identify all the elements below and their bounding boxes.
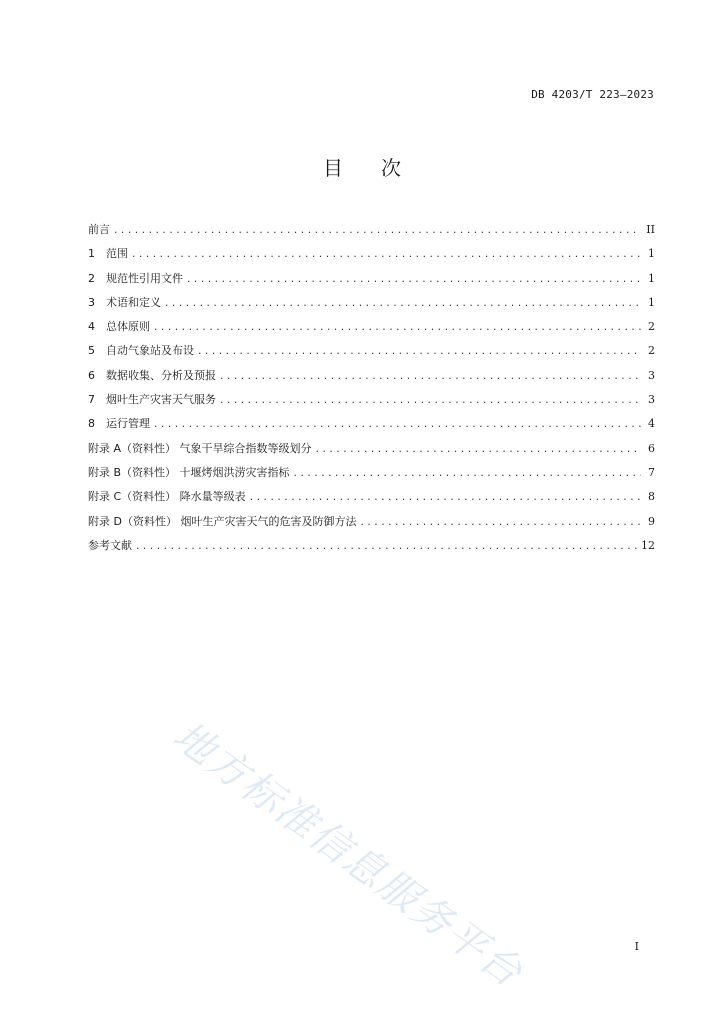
toc-entry-label: 范围 [106,247,128,261]
toc-entry-page: II [646,223,655,236]
toc-entry-appendix-a[interactable] [88,437,655,461]
toc-entry-page: 3 [648,368,655,382]
toc-entry-scope[interactable] [88,242,655,266]
toc-entry-label: 术语和定义 [106,295,161,309]
toc-entry-page: 8 [648,490,655,504]
toc-entry-page: 1 [648,295,655,309]
toc-entry-label: 参考文献 [88,538,132,552]
toc-entry-number: 5 [88,344,95,358]
page-number: I [634,940,639,953]
toc-entry-terms-definitions[interactable] [88,291,655,315]
toc-entry-data-collection[interactable] [88,364,655,388]
toc-entry-page: 9 [648,514,655,528]
toc-entry-number: 8 [88,417,95,431]
toc-entry-page: 2 [648,320,655,334]
toc-entry-general-principles[interactable] [88,315,655,339]
toc-entry-number: 3 [88,295,95,309]
toc-entry-operation-management[interactable] [88,412,655,436]
toc-entry-number: 2 [88,271,95,285]
toc-entry-label: 规范性引用文件 [106,271,183,285]
toc-dot-leader [131,243,641,266]
toc-dot-leader [219,389,641,412]
toc-entry-label: 烟叶生产灾害天气服务 [106,393,216,407]
toc-entry-label: 前言 [88,223,110,236]
toc-entry-page: 7 [648,465,655,479]
toc-dot-leader [135,535,637,558]
toc-entry-number: 1 [88,247,95,261]
toc-dot-leader [197,340,641,363]
toc-entry-label: 附录 D（资料性） 烟叶生产灾害天气的危害及防御方法 [88,514,357,528]
toc-entry-number: 7 [88,393,95,407]
toc-entry-bibliography[interactable] [88,534,655,558]
toc-title-char-1: 目 [323,156,343,180]
toc-dot-leader [153,413,641,436]
toc-entry-page: 4 [648,417,655,431]
toc-title-char-2: 次 [381,156,401,180]
toc-dot-leader [219,365,641,388]
toc-dot-leader [249,486,641,509]
toc-entry-foreword[interactable] [88,218,655,242]
toc-entry-label: 附录 C（资料性） 降水量等级表 [88,490,246,504]
toc-entry-label: 自动气象站及布设 [106,344,194,358]
toc-dot-leader [293,462,641,485]
toc-entry-page: 2 [648,344,655,358]
toc-dot-leader [359,511,641,534]
toc-entry-page: 3 [648,393,655,407]
toc-entry-label: 附录 A（资料性） 气象干旱综合指数等级划分 [88,441,312,455]
toc-dot-leader [186,268,641,291]
toc-dot-leader [113,219,641,242]
toc-entry-number: 6 [88,368,95,382]
toc-entry-weather-stations[interactable] [88,339,655,363]
toc-entry-page: 12 [641,538,655,552]
toc-entry-label: 总体原则 [106,320,150,334]
toc-entry-appendix-b[interactable] [88,461,655,485]
toc-entry-page: 1 [648,271,655,285]
watermark: 地方标准信息服务平台 [164,712,532,997]
toc-dot-leader [164,292,641,315]
toc-entry-label: 数据收集、分析及预报 [106,368,216,382]
document-code: DB 4203/T 223—2023 [531,88,654,101]
toc-entry-appendix-c[interactable] [88,485,655,509]
toc-entry-label: 附录 B（资料性） 十堰烤烟洪涝灾害指标 [88,465,290,479]
toc-title [0,152,724,181]
toc-entry-page: 1 [648,247,655,261]
toc-dot-leader [153,316,641,339]
toc-entry-normative-references[interactable] [88,267,655,291]
toc-entry-appendix-d[interactable] [88,510,655,534]
toc-entry-page: 6 [648,441,655,455]
toc-entry-number: 4 [88,320,95,334]
toc-entry-label: 运行管理 [106,417,150,431]
table-of-contents [88,218,655,558]
toc-dot-leader [315,438,641,461]
toc-entry-disaster-weather-service[interactable] [88,388,655,412]
